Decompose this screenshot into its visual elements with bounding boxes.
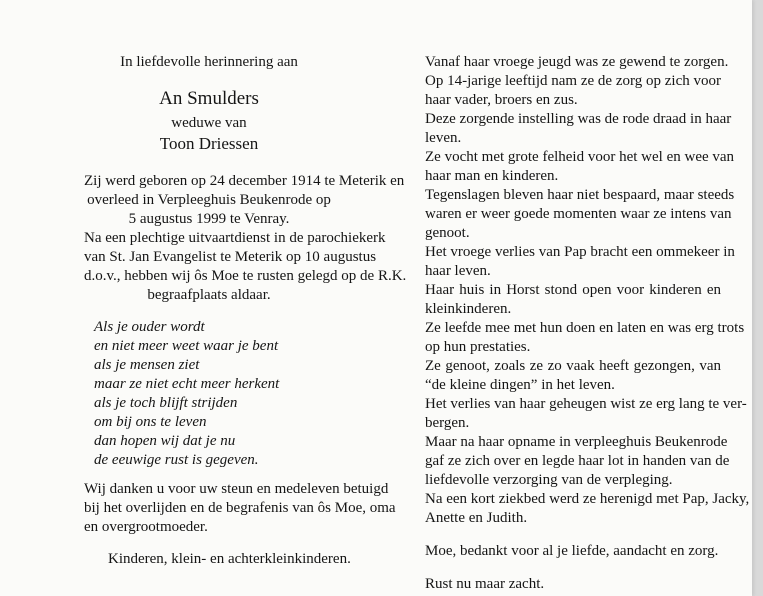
signature-line: Kinderen, klein- en achterkleinkinderen. <box>108 551 351 567</box>
biography-line: Anette en Judith. <box>425 510 528 526</box>
biography-line: Ze vocht met grote felheid voor het wel en wee van <box>425 149 735 165</box>
poem-line: Als je ouder wordt <box>94 319 205 335</box>
biography-line: gaf ze zich over en legde haar lot in handen van de <box>425 453 730 469</box>
biography-line: haar leven. <box>425 263 491 279</box>
poem-line: maar ze niet echt meer herkent <box>94 376 280 392</box>
biography-line: Deze zorgende instelling was de rode draad in haar <box>425 111 732 127</box>
thanks-line: en overgrootmoeder. <box>84 519 208 535</box>
biography-line: genoot. <box>425 225 470 241</box>
widow-line: weduwe van <box>171 115 247 131</box>
bio-line: d.o.v., hebben wij ôs Moe te rusten gelegd op de R.K. <box>84 268 407 284</box>
biography-line: Na een kort ziekbed werd ze herenigd met Pap, Jacky, <box>425 491 750 507</box>
poem-line: en niet meer weet waar je bent <box>94 338 279 354</box>
bio-line: van St. Jan Evangelist te Meterik op 10 augustus <box>84 249 377 265</box>
biography-line: bergen. <box>425 415 470 431</box>
poem-line: als je mensen ziet <box>94 357 200 373</box>
biography-line: leven. <box>425 130 462 146</box>
biography-line: “de kleine dingen” in het leven. <box>425 377 615 393</box>
bio-line: overleed in Verpleeghuis Beukenrode op <box>87 192 331 208</box>
bio-line: Zij werd geboren op 24 december 1914 te Meterik en <box>84 173 405 189</box>
biography-line: Het verlies van haar geheugen wist ze erg lang te ver- <box>425 396 747 412</box>
bio-line: 5 augustus 1999 te Venray. <box>128 211 290 227</box>
closing-line: Moe, bedankt voor al je liefde, aandacht en zorg. <box>425 543 719 559</box>
biography-line: haar vader, broers en zus. <box>425 92 578 108</box>
biography-line: op hun prestaties. <box>425 339 531 355</box>
farewell-line: Rust nu maar zacht. <box>425 576 545 592</box>
deceased-name: An Smulders <box>159 88 259 109</box>
biography-line: Ze genoot, zoals ze zo vaak heeft gezongen, van <box>425 358 721 374</box>
biography-line: waren er weer goede momenten waar ze intens van <box>425 206 732 222</box>
poem-line: als je toch blijft strijden <box>94 395 238 411</box>
biography-line: Maar na haar opname in verpleeghuis Beukenrode <box>425 434 728 450</box>
biography-line: Het vroege verlies van Pap bracht een ommekeer in <box>425 244 735 260</box>
husband-name: Toon Driessen <box>159 134 259 153</box>
thanks-line: bij het overlijden en de begrafenis van ôs Moe, oma <box>84 500 396 516</box>
poem-line: om bij ons te leven <box>94 414 207 430</box>
memory-line: In liefdevolle herinnering aan <box>120 54 298 70</box>
thanks-line: Wij danken u voor uw steun en medeleven betuigd <box>84 481 389 497</box>
bio-line: begraafplaats aldaar. <box>147 287 271 303</box>
biography-line: Op 14-jarige leeftijd nam ze de zorg op zich voor <box>425 73 721 89</box>
biography-line: kleinkinderen. <box>425 301 512 317</box>
biography-line: Tegenslagen bleven haar niet bespaard, maar steeds <box>425 187 735 203</box>
poem-line: dan hopen wij dat je nu <box>94 433 236 449</box>
biography-line: Ze leefde mee met hun doen en laten en was erg trots <box>425 320 745 336</box>
biography-line: Vanaf haar vroege jeugd was ze gewend te zorgen. <box>425 54 729 70</box>
poem-line: de eeuwige rust is gegeven. <box>94 452 259 468</box>
biography-line: haar man en kinderen. <box>425 168 559 184</box>
bio-line: Na een plechtige uitvaartdienst in de parochiekerk <box>84 230 386 246</box>
biography-line: liefdevolle verzorging van de verpleging. <box>425 472 673 488</box>
biography-line: Haar huis in Horst stond open voor kinderen en <box>425 282 721 298</box>
